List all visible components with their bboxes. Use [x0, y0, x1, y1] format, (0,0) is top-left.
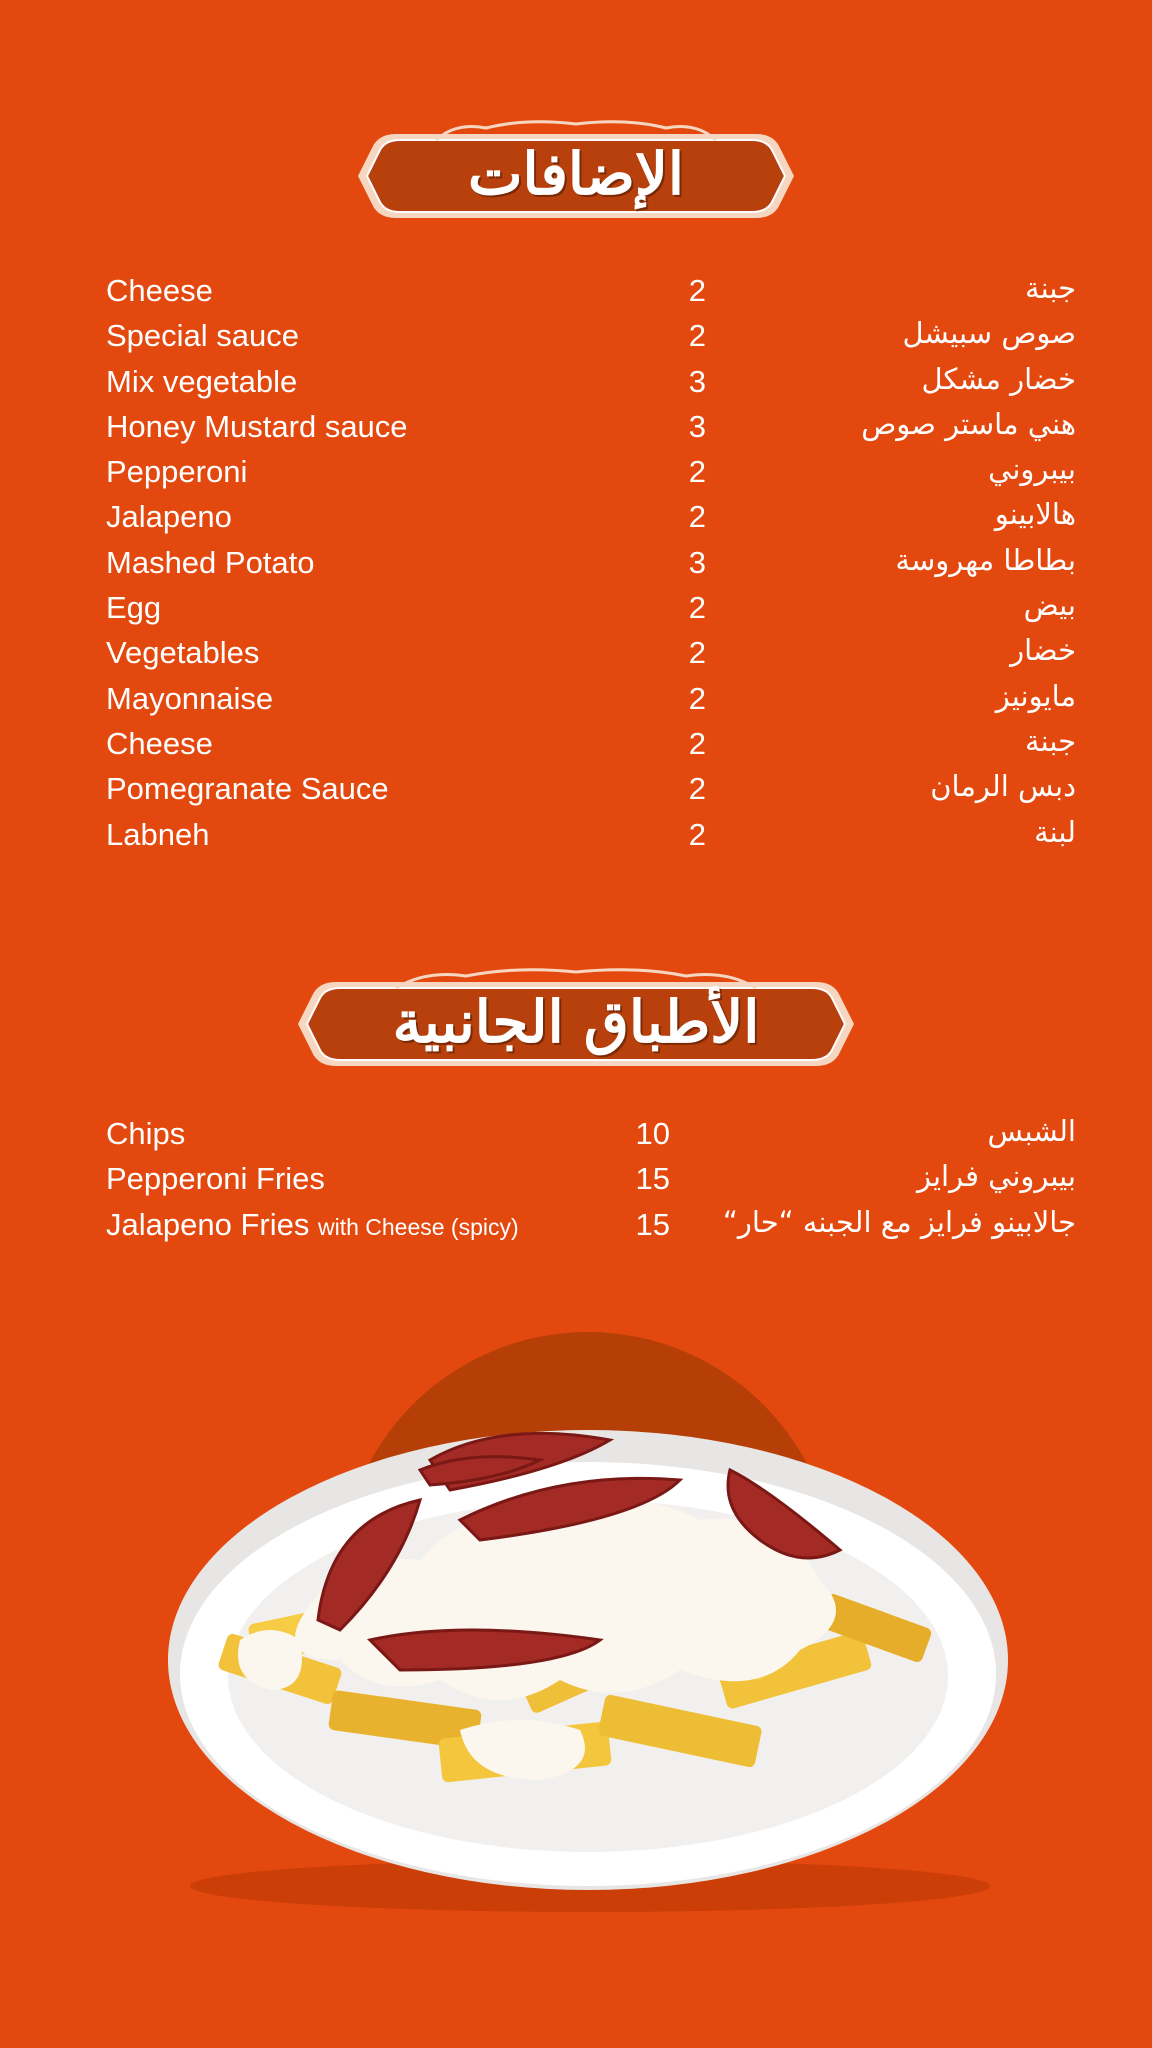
item-name-en: Mayonnaise: [106, 680, 274, 716]
list-item: [106, 815, 1076, 860]
list-item: [106, 679, 1076, 724]
item-name-en: Jalapeno: [106, 499, 232, 535]
list-item: [106, 452, 1076, 497]
item-name-en: Honey Mustard sauce: [106, 408, 408, 444]
item-name-en-main: Chips: [106, 1116, 186, 1151]
item-name-ar: بيبروني: [988, 452, 1076, 487]
item-price: 3: [688, 544, 706, 580]
list-item: [106, 633, 1076, 678]
additions-title-banner: [0, 118, 1152, 236]
item-price: 15: [635, 1206, 670, 1242]
item-name-en-main: Pepperoni Fries: [106, 1161, 325, 1197]
item-price: 10: [635, 1116, 670, 1151]
list-item: [106, 588, 1076, 633]
item-name-en: Egg: [106, 590, 162, 626]
item-name-ar: خضار مشكل: [921, 361, 1076, 396]
item-name-en: Cheese: [106, 273, 213, 308]
sides-title-banner: [0, 966, 1152, 1084]
item-price: 2: [688, 499, 706, 535]
item-price: 2: [688, 816, 706, 852]
item-name-ar: جبنة: [1025, 271, 1076, 305]
item-name-en: [106, 1161, 325, 1197]
item-name-ar: بطاطا مهروسة: [895, 542, 1076, 577]
item-name-ar: جالابينو فرايز مع الجبنه “حار“: [722, 1204, 1076, 1239]
list-item: [106, 1159, 1076, 1204]
item-price: 2: [688, 680, 706, 716]
sides-list: [106, 1114, 1076, 1250]
item-price: 2: [688, 318, 706, 354]
list-item: [106, 1205, 1076, 1250]
item-name-en: Pepperoni: [106, 454, 248, 490]
list-item: [106, 769, 1076, 814]
sides-title: الأطباق الجانبية: [392, 988, 760, 1056]
item-name-ar: بيبروني فرايز: [916, 1159, 1076, 1194]
item-price: 3: [688, 363, 706, 399]
item-name-en: [106, 1116, 185, 1152]
item-name-ar: لبنة: [1034, 814, 1076, 849]
list-item: [106, 1114, 1076, 1159]
item-note: with Cheese (spicy): [317, 1213, 519, 1240]
item-name-en: Mashed Potato: [106, 544, 315, 580]
additions-list: [106, 271, 1076, 860]
item-name-ar: خضار: [1010, 633, 1076, 668]
item-price: 2: [688, 725, 706, 761]
item-price: 2: [688, 273, 706, 308]
item-price: 2: [688, 635, 706, 671]
item-name-en: Pomegranate Sauce: [106, 771, 389, 807]
list-item: [106, 316, 1076, 361]
item-name-ar: صوص سبيشل: [902, 316, 1076, 351]
loaded-fries-photo: [0, 1320, 1152, 1940]
item-name-en: Vegetables: [106, 635, 260, 671]
item-name-ar: الشبس: [987, 1114, 1076, 1148]
item-price: 2: [688, 590, 706, 626]
item-price: 15: [635, 1161, 670, 1197]
list-item: [106, 407, 1076, 452]
item-name-en: Labneh: [106, 816, 210, 852]
item-name-ar: مايونيز: [995, 678, 1076, 713]
item-name-ar: هالابينو: [994, 497, 1076, 532]
list-item: [106, 362, 1076, 407]
item-name-ar: بيض: [1023, 588, 1076, 623]
item-name-en-main: Jalapeno Fries: [106, 1206, 310, 1242]
item-price: 2: [688, 454, 706, 490]
fries-plate-illustration: [0, 1320, 1152, 1940]
item-name-en: Mix vegetable: [106, 363, 298, 399]
item-name-en: Cheese: [106, 725, 213, 761]
item-name-en: Special sauce: [106, 318, 300, 354]
item-name-en: [106, 1207, 519, 1243]
item-name-ar: دبس الرمان: [930, 769, 1076, 804]
item-price: 3: [688, 408, 706, 444]
item-name-ar: هني ماستر صوص: [861, 406, 1076, 441]
list-item: [106, 497, 1076, 542]
item-price: 2: [688, 771, 706, 807]
list-item: [106, 543, 1076, 588]
list-item: [106, 271, 1076, 316]
additions-title: الإضافات: [467, 140, 685, 208]
item-name-ar: جبنة: [1025, 723, 1076, 758]
list-item: [106, 724, 1076, 769]
